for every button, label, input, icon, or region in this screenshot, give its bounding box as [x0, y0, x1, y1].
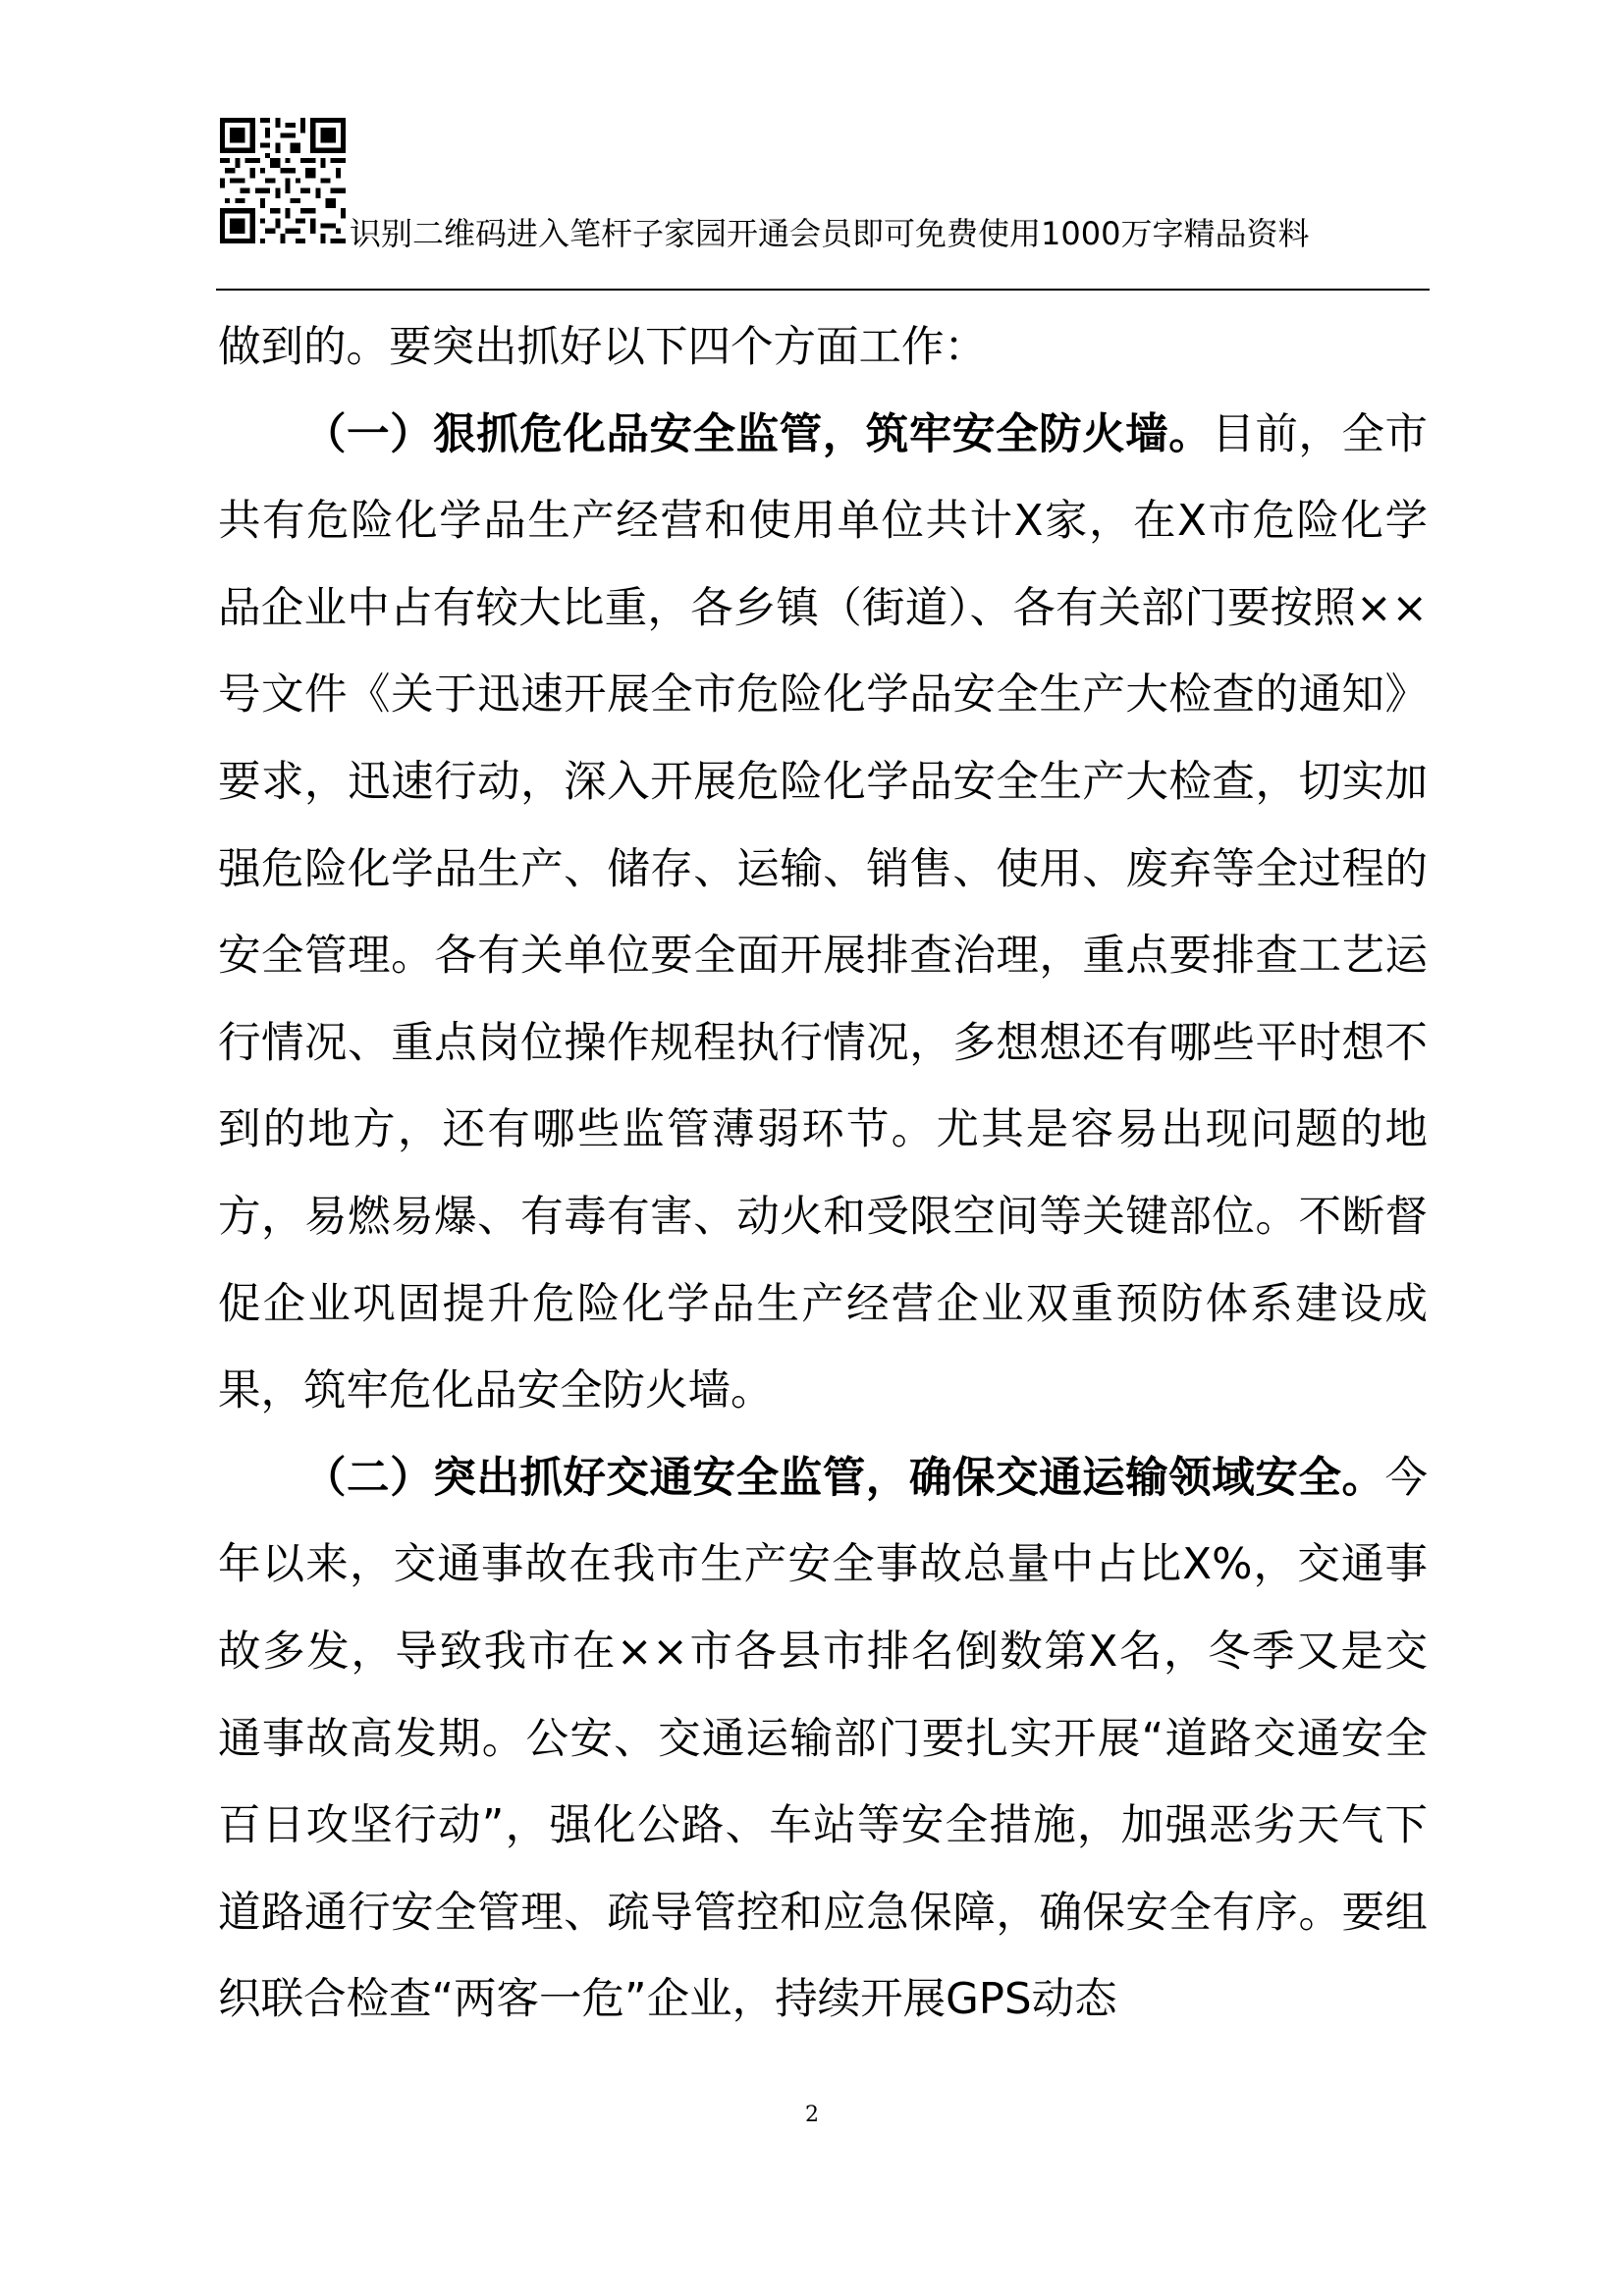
paragraph-continued: [218, 304, 1428, 392]
paragraph-text: 目前，全市共有危险化学品生产经营和使用单位共计X家，在X市危险化学品企业中占有较大比重，各乡镇（街道）、各有关部门要按照××号文件《关于迅速开展全市危险化学品安全生产大检查的通知》要求，迅速行动，深入开展危险化学品安全生产大检查，切实加强危险化学品生产、储存、运输、销售、使用、废弃等全过程的安全管理。各有关单位要全面开展排查治理，重点要排查工艺运行情况、重点岗位操作规程执行情况，多想想还有哪些平时想不到的地方，还有哪些监管薄弱环节。尤其是容易出现问题的地方，易燃易爆、有毒有害、动火和受限空间等关键部位。不断督促企业巩固提升危险化学品生产经营企业双重预防体系建设成果，筑牢危化品安全防火墙。: [218, 409, 1429, 1416]
qr-code-icon: [220, 118, 346, 243]
header-promo-text: 识别二维码进入笔杆子家园开通会员即可免费使用1000万字精品资料: [350, 215, 1310, 252]
paragraph-section-1: [218, 392, 1428, 1435]
header-divider: [216, 289, 1430, 291]
paragraph-text: 今年以来，交通事故在我市生产安全事故总量中占比X%，交通事故多发，导致我市在××市各县市排名倒数第X名，冬季又是交通事故高发期。公安、交通运输部门要扎实开展“道路交通安全百日攻坚行动”，强化公路、车站等安全措施，加强恶劣天气下道路通行安全管理、疏导管控和应急保障，确保安全有序。要组织联合检查“两客一危”企业，持续开展GPS动态: [218, 1453, 1428, 2025]
document-body: [218, 304, 1428, 2044]
page-number: 2: [805, 2103, 819, 2127]
section-heading: （一）狠抓危化品安全监管，筑牢安全防火墙。: [303, 409, 1213, 459]
paragraph-text: 做到的。要突出抓好以下四个方面工作：: [218, 323, 987, 372]
paragraph-section-2: [218, 1435, 1428, 2044]
section-heading: （二）突出抓好交通安全监管，确保交通运输领域安全。: [303, 1453, 1385, 1503]
